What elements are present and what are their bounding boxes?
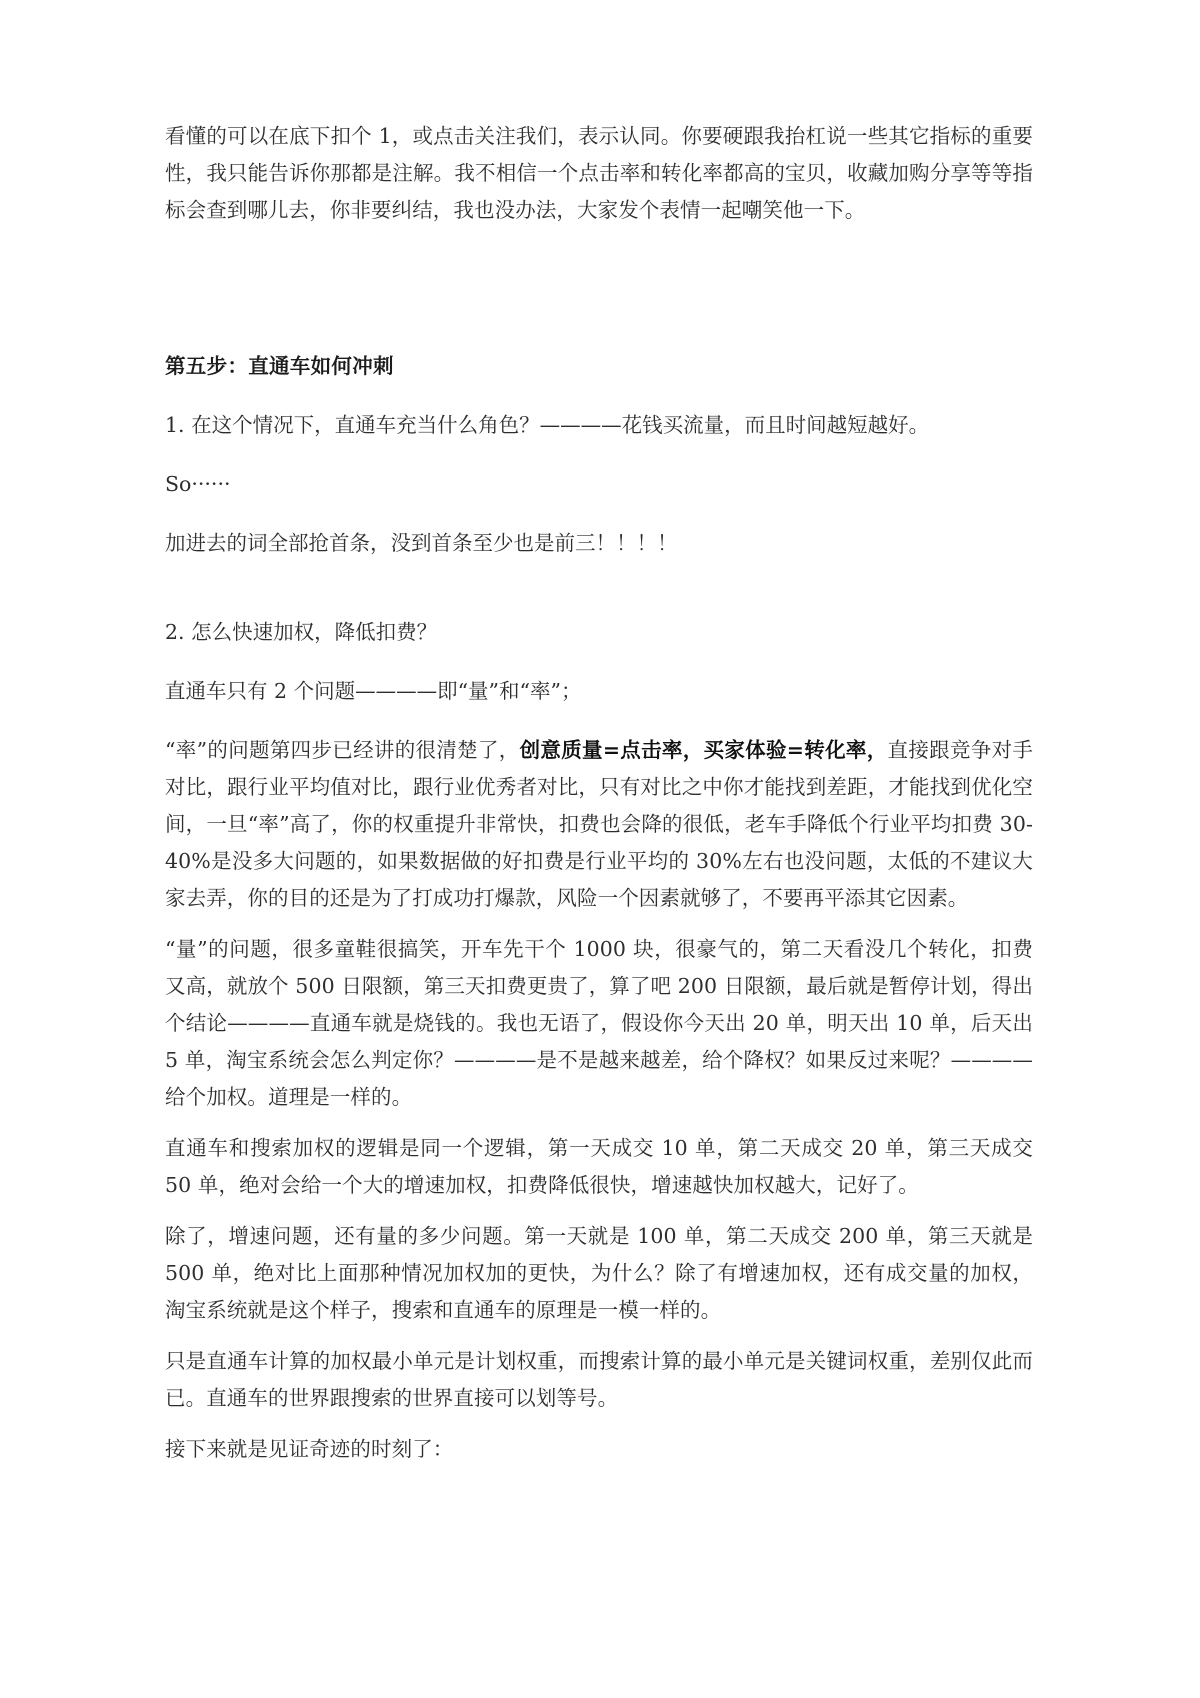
rate-paragraph-intro: “率”的问题第四步已经讲的很清楚了，	[165, 738, 520, 762]
paragraph-gap	[165, 584, 1033, 614]
unit-paragraph: 只是直通车计算的加权最小单元是计划权重，而搜索计算的最小单元是关键词权重，差别仅此而已。直通车的世界跟搜索的世界直接可以划等号。	[165, 1349, 1033, 1410]
list-item-1: 1. 在这个情况下，直通车充当什么角色？————花钱买流量，而且时间越短越好。	[165, 413, 930, 437]
section-heading: 第五步：直通车如何冲刺	[165, 354, 394, 378]
volume-growth-paragraph: 除了，增速问题，还有量的多少问题。第一天就是 100 单，第二天成交 200 单，第三天就是 500 单，绝对比上面那种情况加权加的更快，为什么？除了有增速加权，还有成交量的加权，淘宝系统就是这个样子，搜索和直通车的原理是一模一样的。	[165, 1224, 1033, 1322]
paragraph-gap	[165, 247, 1033, 293]
so-line: So······	[165, 472, 231, 496]
logic-paragraph: 直通车和搜索加权的逻辑是同一个逻辑，第一天成交 10 单，第二天成交 20 单，第三天成交 50 单，绝对会给一个大的增速加权，扣费降低很快，增速越快加权越大，记好了。	[165, 1136, 1033, 1197]
closing-line: 接下来就是见证奇迹的时刻了：	[165, 1437, 454, 1461]
two-problems-line: 直通车只有 2 个问题————即“量”和“率”；	[165, 679, 582, 703]
rate-paragraph-rest: 直接跟竞争对手对比，跟行业平均值对比，跟行业优秀者对比，只有对比之中你才能找到差距，才能找到优化空间，一旦“率”高了，你的权重提升非常快，扣费也会降的很低，老车手降低个行业平均扣费 30-40%是没多大问题的，如果数据做的好扣费是行业平均的 30%左右也没问题，太低的不建议大家去弄，你的目的还是为了打成功打爆款，风险一个因素就够了，不要再平添其它因素。	[165, 738, 1034, 910]
list-item-2: 2. 怎么快速加权，降低扣费？	[165, 620, 438, 644]
emphasis-line: 加进去的词全部抢首条，没到首条至少也是前三！！！！	[165, 531, 678, 555]
rate-paragraph-emphasis: 创意质量=点击率，买家体验=转化率，	[519, 738, 888, 762]
rate-paragraph	[165, 732, 1033, 917]
opening-paragraph: 看懂的可以在底下扣个 1，或点击关注我们，表示认同。你要硬跟我抬杠说一些其它指标的重要性，我只能告诉你那都是注解。我不相信一个点击率和转化率都高的宝贝，收藏加购分享等等指标会查到哪儿去，你非要纠结，我也没办法，大家发个表情一起嘲笑他一下。	[165, 124, 1033, 222]
volume-paragraph: “量”的问题，很多童鞋很搞笑，开车先干个 1000 块，很豪气的，第二天看没几个转化，扣费又高，就放个 500 日限额，第三天扣费更贵了，算了吧 200 日限额，最后就是暂停计划，得出个结论————直通车就是烧钱的。我也无语了，假设你今天出 20 单，明天出 10 单，后天出 5 单，淘宝系统会怎么判定你？————是不是越来越差，给个降权？如果反过来呢？————给个加权。道理是一样的。	[165, 937, 1033, 1109]
page-blank-area	[165, 1482, 1033, 1698]
document-content	[165, 118, 1033, 1698]
